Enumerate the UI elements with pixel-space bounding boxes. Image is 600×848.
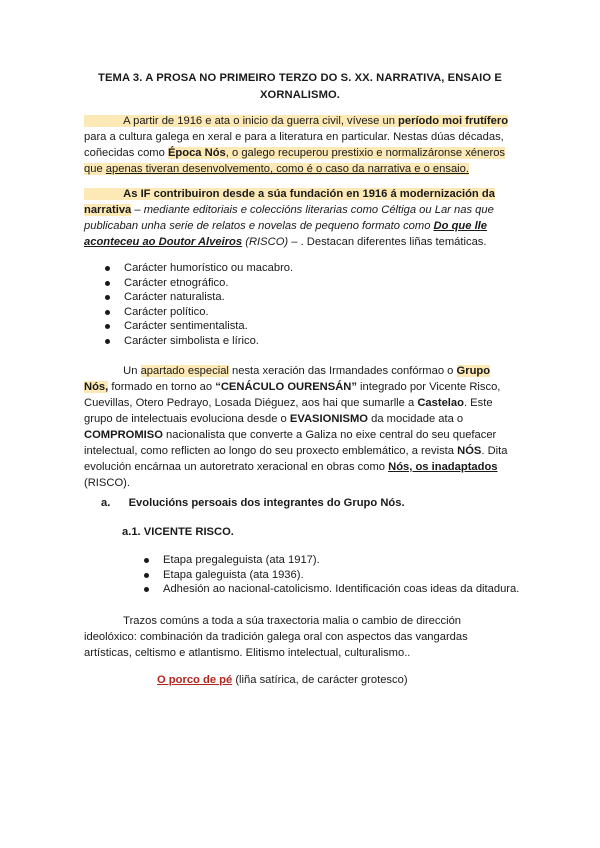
bullet-icon (105, 324, 110, 329)
paragraph-intro (84, 113, 516, 177)
grupo-nos-name: Grupo Nós, (84, 365, 491, 393)
paragraph-grupo-nos: Un apartado especial nesta xeración das Irmandades confórmao o Grupo Nós, formado en torno ao “CENÁCULO OURENSÁN” integrado por Vicente Risco, Cuevillas, Otero Pedrayo, Losada Diéguez, aos hai que sumarlle a Castelao. Este grupo de intelectuais evoluciona desde o EVASIONISMO da mocidade ata o COMPROMISO nacionalista que converte a Galiza no eixe central do seu quefacer intelectual, como reflicten ao longo do seu proxecto emblemático, a revista NÓS. Dita evolución encárnaa un autoretrato xeracional en obras como Nós, os inadaptados (RISCO). (84, 365, 508, 489)
paragraph-porco (157, 672, 517, 688)
bullet-icon (105, 310, 110, 315)
page-title (84, 70, 516, 104)
bullet-icon (105, 281, 110, 286)
list-item: Adhesión ao nacional-catolicismo. Identificación coas ideas da ditadura. (140, 582, 519, 597)
list-item: Carácter sentimentalista. (101, 319, 293, 334)
bullet-icon (144, 587, 149, 592)
intro-emphasis-period: período moi frutífero (398, 115, 509, 127)
porco-de-pe-title: O porco de pé (157, 674, 233, 686)
irmandades-text-end: – . Destacan diferentes liñas temáticas. (288, 236, 487, 248)
irmandades-italic: – mediante editoriais e coleccións literarias como Céltiga ou Lar nas que publicaban unha serie de relatos e novelas de pequeno formato como (84, 204, 494, 232)
intro-underlined: apenas tiveran desenvolvemento, como é o caso da narrativa e o ensaio. (105, 163, 469, 175)
nos-os-inadaptados: Nós, os inadaptados (388, 461, 498, 473)
risco-stages-list (140, 553, 519, 597)
revista-nos: NÓS (457, 445, 482, 457)
heading-a-marker: a. (101, 497, 111, 509)
bullet-icon (105, 339, 110, 344)
heading-a-text: Evolucións persoais dos integrantes do Grupo Nós. (128, 497, 405, 509)
irmandades-emphasis: As IF contribuiron desde a súa fundación en 1916 á modernización da narrativa (84, 188, 495, 216)
section-heading-a1: a.1. VICENTE RISCO. (122, 526, 234, 538)
cenaculo-ouresan: “CENÁCULO OURENSÁN” (215, 381, 357, 393)
porco-de-pe-desc: (liña satírica, de carácter grotesco) (232, 674, 408, 686)
list-item: Carácter humorístico ou macabro. (101, 261, 293, 276)
irmandades-author: (RISCO) (242, 236, 289, 248)
intro-text-1: A partir de 1916 e ata o inicio da guerra civil, vívese un (123, 115, 399, 127)
bullet-icon (105, 266, 110, 271)
bullet-icon (105, 295, 110, 300)
list-item: Carácter político. (101, 305, 293, 320)
bullet-icon (144, 558, 149, 563)
castelao-name: Castelao (417, 397, 464, 409)
intro-text-2: para a cultura galega en xeral e para a literatura en particular. Nestas dúas décadas, coñecidas como (84, 131, 504, 159)
irmandades-indent (84, 188, 123, 200)
title-line-2: XORNALISMO. (259, 89, 341, 101)
list-item: Carácter naturalista. (101, 290, 293, 305)
trazos-text: Trazos comúns a toda a súa traxectoria malia o cambio de dirección ideolóxico: combinación da tradición galega oral con aspectos das vangardas artísticas, celtismo e atlantismo. Elitismo intelectual, culturalismo.. (84, 615, 468, 659)
compromiso: COMPROMISO (84, 429, 163, 441)
list-item: Carácter etnográfico. (101, 276, 293, 291)
list-item: Etapa galeguista (ata 1936). (140, 568, 519, 583)
list-item: Carácter simbolista e lírico. (101, 334, 293, 349)
bullet-icon (144, 573, 149, 578)
intro-text-3: , o galego recuperou prestixio e normalizáronse xéneros que (84, 147, 506, 175)
list-item: Etapa pregaleguista (ata 1917). (140, 553, 519, 568)
irmandades-book-title: Do que lle aconteceu ao Doutor Alveiros (84, 220, 488, 248)
section-heading-a (101, 495, 405, 511)
evasionismo: EVASIONISMO (289, 413, 368, 425)
grupo-nos-special-section: apartado especial (140, 365, 229, 377)
trazos-indent (84, 615, 123, 627)
intro-emphasis-epoca-nos: Época Nós (167, 147, 226, 159)
title-line-1: TEMA 3. A PROSA NO PRIMEIRO TERZO DO S. XX. NARRATIVA, ENSAIO E (98, 72, 502, 84)
grupo-nos-indent (84, 365, 123, 377)
intro-indent (84, 115, 123, 127)
thematic-lines-list (101, 261, 293, 348)
paragraph-irmandades (84, 186, 516, 250)
paragraph-trazos (84, 613, 516, 661)
